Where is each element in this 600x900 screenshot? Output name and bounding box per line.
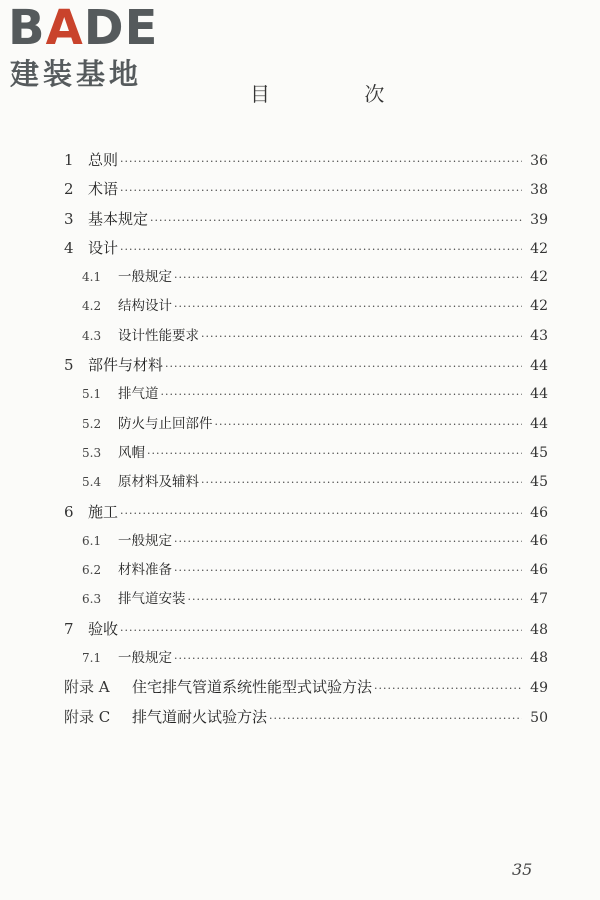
toc-entry-page: 36 xyxy=(530,153,548,169)
toc-subentry xyxy=(64,292,548,321)
toc-leader-dots xyxy=(120,499,522,528)
toc-entry xyxy=(64,234,548,263)
toc-entry-page: 42 xyxy=(530,240,548,257)
toc-entry-number: 6.2 xyxy=(82,563,102,578)
toc-entry-number: 5.4 xyxy=(82,475,102,490)
toc-entry-number: 7.1 xyxy=(82,651,102,666)
toc-entry-page: 44 xyxy=(530,386,548,403)
toc-leader-dots xyxy=(174,644,522,673)
toc-entry-label: 一般规定 xyxy=(118,269,172,286)
toc-entry-label: 防火与止回部件 xyxy=(118,415,213,432)
toc-subentry xyxy=(64,263,548,292)
bade-logo xyxy=(8,0,178,95)
toc-leader-dots xyxy=(120,235,522,264)
toc-leader-dots xyxy=(188,585,523,614)
toc-entry-number: 4.3 xyxy=(82,328,102,343)
toc-entry-label: 排气道 xyxy=(118,386,159,403)
toc-entry-number: 5 xyxy=(64,356,74,375)
toc-leader-dots xyxy=(174,292,522,321)
toc-leader-dots xyxy=(174,527,522,556)
toc-entry-page: 46 xyxy=(530,532,548,549)
toc-leader-dots xyxy=(150,206,522,235)
toc-subentry xyxy=(64,585,548,614)
toc-entry-number: 6 xyxy=(64,502,74,521)
toc-entry-label: 施工 xyxy=(88,502,119,521)
toc-subentry xyxy=(64,380,548,409)
toc-subentry xyxy=(64,439,548,468)
toc-entry-label: 一般规定 xyxy=(118,532,172,549)
toc-entry-page: 47 xyxy=(530,591,548,608)
toc-title: 目 次 xyxy=(250,82,429,106)
toc-entry-page: 50 xyxy=(530,709,548,726)
toc-entry-page: 46 xyxy=(530,562,548,579)
toc-leader-dots xyxy=(147,439,522,468)
toc-entry-page: 44 xyxy=(530,358,548,375)
toc-leader-dots xyxy=(120,176,522,205)
toc-entry-number: 附录 C xyxy=(64,707,111,726)
toc-entry-label: 风帽 xyxy=(118,444,145,461)
toc-subentry xyxy=(64,644,548,673)
toc-entry-label: 结构设计 xyxy=(118,298,172,315)
toc-entry-label: 术语 xyxy=(88,180,119,199)
toc-entry-label: 总则 xyxy=(88,151,119,169)
toc-appendix-entry xyxy=(64,673,548,702)
toc-entry xyxy=(64,205,548,234)
toc-entry-label: 设计性能要求 xyxy=(118,327,199,344)
toc-entry-number: 4.1 xyxy=(82,270,102,285)
toc-leader-dots xyxy=(201,322,522,351)
toc-leader-dots xyxy=(201,468,522,497)
toc-entry-number: 2 xyxy=(64,180,74,199)
toc-leader-dots xyxy=(120,147,522,176)
toc-entry-page: 49 xyxy=(530,680,548,697)
toc-leader-dots xyxy=(174,263,522,292)
page-number: 35 xyxy=(512,860,533,879)
toc-leader-dots xyxy=(215,410,523,439)
toc-entry xyxy=(64,146,548,175)
table-of-contents xyxy=(64,146,548,732)
toc-appendix-entry xyxy=(64,703,548,732)
toc-entry-number: 附录 A xyxy=(64,678,110,697)
toc-entry-label: 排气道安装 xyxy=(118,591,186,608)
toc-entry-page: 44 xyxy=(530,415,548,432)
toc-leader-dots xyxy=(165,352,522,381)
toc-subentry xyxy=(64,410,548,439)
toc-entry xyxy=(64,498,548,527)
toc-entry-label: 住宅排气管道系统性能型式试验方法 xyxy=(132,678,373,697)
toc-entry-page: 46 xyxy=(530,504,548,521)
toc-leader-dots xyxy=(161,380,523,409)
toc-leader-dots xyxy=(269,704,522,733)
toc-entry-number: 5.1 xyxy=(82,387,102,402)
toc-entry xyxy=(64,351,548,380)
toc-leader-dots xyxy=(174,556,522,585)
toc-entry-number: 5.2 xyxy=(82,416,102,431)
toc-entry-number: 7 xyxy=(64,619,74,638)
toc-entry-page: 42 xyxy=(530,269,548,286)
toc-entry-number: 4.2 xyxy=(82,299,102,314)
toc-subentry xyxy=(64,527,548,556)
toc-entry-label: 原材料及辅料 xyxy=(118,474,199,491)
toc-entry-number: 4 xyxy=(64,238,74,257)
toc-entry xyxy=(64,615,548,644)
logo-subtitle: 建装基地 xyxy=(10,57,143,91)
toc-subentry xyxy=(64,468,548,497)
toc-entry-label: 材料准备 xyxy=(118,562,172,579)
toc-entry-number: 3 xyxy=(64,209,74,228)
toc-entry-label: 基本规定 xyxy=(88,209,149,228)
toc-leader-dots xyxy=(374,674,522,703)
toc-leader-dots xyxy=(120,616,522,645)
toc-entry-page: 45 xyxy=(530,474,548,491)
toc-entry-label: 一般规定 xyxy=(118,650,172,667)
toc-entry xyxy=(64,175,548,204)
toc-entry-number: 1 xyxy=(64,151,74,169)
toc-entry-number: 6.3 xyxy=(82,592,102,607)
toc-entry-label: 验收 xyxy=(88,619,119,638)
toc-entry-label: 部件与材料 xyxy=(88,356,164,375)
toc-entry-page: 45 xyxy=(530,444,548,461)
toc-entry-label: 设计 xyxy=(88,238,119,257)
toc-entry-page: 42 xyxy=(530,298,548,315)
toc-entry-page: 48 xyxy=(530,621,548,638)
toc-entry-page: 38 xyxy=(530,182,548,199)
toc-entry-label: 排气道耐火试验方法 xyxy=(132,707,268,726)
toc-entry-number: 5.3 xyxy=(82,445,102,460)
toc-subentry xyxy=(64,556,548,585)
logo-wordmark: BADE xyxy=(8,0,159,56)
toc-entry-page: 39 xyxy=(530,211,548,228)
toc-entry-page: 43 xyxy=(530,327,548,344)
toc-entry-page: 48 xyxy=(530,650,548,667)
toc-subentry xyxy=(64,322,548,351)
toc-entry-number: 6.1 xyxy=(82,533,102,548)
